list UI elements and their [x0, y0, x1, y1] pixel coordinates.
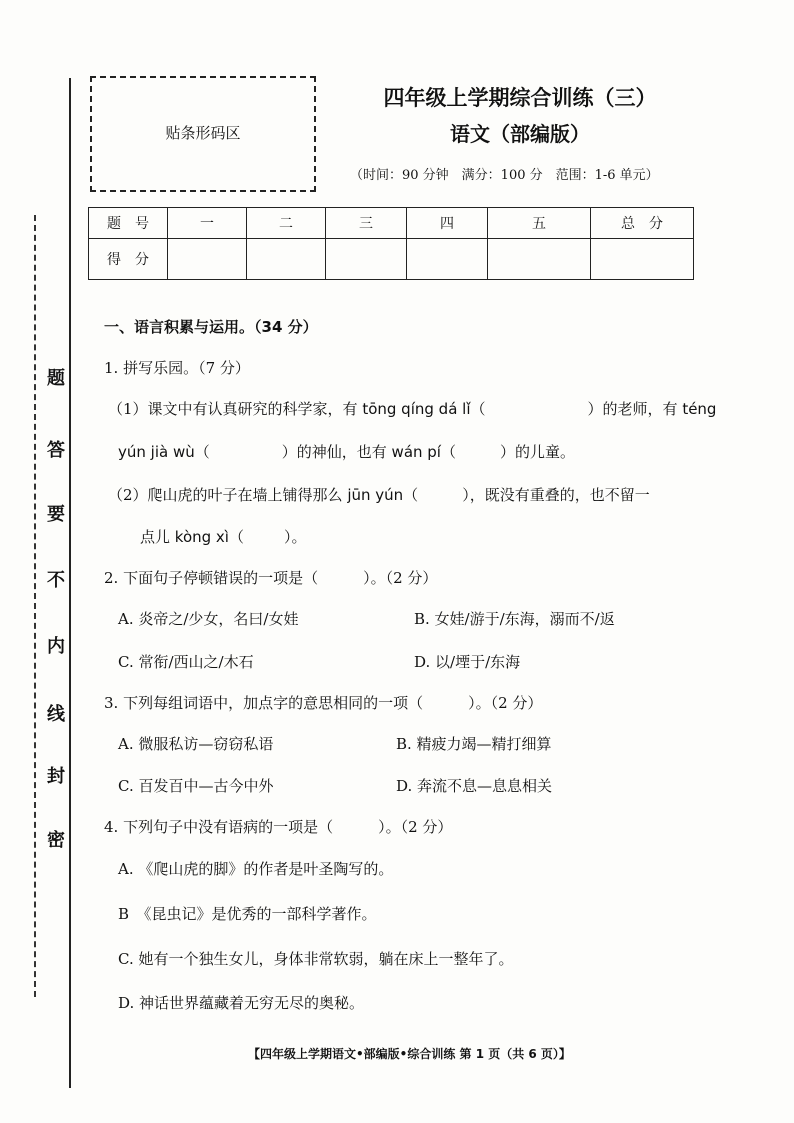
option-d[interactable]: D. 神话世界蕴藏着无穷无尽的奥秘。	[118, 994, 365, 1012]
question-stem: 3. 下列每组词语中，加点字的意思相同的一项（ ）。（2 分）	[104, 694, 543, 712]
binding-dashed-line	[34, 215, 36, 997]
option-c[interactable]: C. 百发百中—古今中外	[118, 777, 274, 795]
binding-char: 答	[47, 440, 65, 461]
binding-char: 密	[47, 830, 65, 851]
section-heading: 一、语言积累与运用。（34 分）	[104, 318, 318, 336]
pinyin: téng	[682, 400, 717, 418]
binding-solid-line	[69, 78, 71, 1088]
question-line: 点儿 kòng xì（ ）。	[140, 528, 307, 546]
score-table	[88, 207, 694, 280]
question-stem: 4. 下列句子中没有语病的一项是（ ）。（2 分）	[104, 818, 453, 836]
binding-char: 内	[47, 636, 65, 657]
table-header-cell: 二	[247, 208, 326, 239]
table-header-cell: 一	[168, 208, 247, 239]
question-line: （2）爬山虎的叶子在墙上铺得那么 jūn yún（ ），既没有重叠的，也不留一	[108, 486, 650, 504]
table-header-cell: 三	[326, 208, 407, 239]
exam-meta: （时间：90 分钟 满分：100 分 范围：1-6 单元）	[350, 168, 659, 183]
binding-char: 题	[47, 368, 65, 389]
option-a[interactable]: A. 《爬山虎的脚》的作者是叶圣陶写的。	[118, 860, 394, 878]
pinyin: yún jià wù	[118, 443, 195, 461]
option-b[interactable]: B 《昆虫记》是优秀的一部科学著作。	[118, 905, 377, 923]
pinyin: jūn yún	[347, 486, 404, 504]
question-line: （1）课文中有认真研究的科学家，有 tōng qíng dá lǐ（ ）的老师，有 téng	[108, 400, 717, 418]
binding-char: 要	[47, 504, 65, 525]
table-row-label: 得 分	[89, 239, 168, 280]
option-c[interactable]: C. 常衔/西山之/木石	[118, 653, 254, 671]
binding-char: 线	[47, 704, 65, 725]
barcode-area	[90, 76, 316, 192]
barcode-label: 贴条形码区	[165, 124, 241, 142]
question-line: yún jià wù（ ）的神仙，也有 wán pí（ ）的儿童。	[118, 443, 576, 461]
score-cell[interactable]	[488, 239, 591, 280]
option-a[interactable]: A. 炎帝之/少女，名曰/女娃	[118, 610, 299, 628]
question-stem: 2. 下面句子停顿错误的一项是（ ）。（2 分）	[104, 569, 438, 587]
pinyin: tōng qíng dá lǐ	[362, 400, 471, 418]
table-header-cell: 五	[488, 208, 591, 239]
option-d[interactable]: D. 奔流不息—息息相关	[396, 777, 553, 795]
pinyin: kòng xì	[174, 528, 229, 546]
binding-char: 封	[47, 766, 65, 787]
binding-char: 不	[47, 570, 65, 591]
pinyin: wán pí	[391, 443, 441, 461]
option-b[interactable]: B. 女娃/游于/东海，溺而不/返	[414, 610, 615, 628]
option-b[interactable]: B. 精疲力竭—精打细算	[396, 735, 552, 753]
page-footer: 【四年级上学期语文•部编版•综合训练 第 1 页（共 6 页）】	[248, 1047, 571, 1061]
option-a[interactable]: A. 微服私访—窃窃私语	[118, 735, 274, 753]
option-c[interactable]: C. 她有一个独生女儿，身体非常软弱，躺在床上一整年了。	[118, 950, 514, 968]
question-stem: 1. 拼写乐园。（7 分）	[104, 359, 250, 377]
table-header-cell: 题 号	[89, 208, 168, 239]
score-cell[interactable]	[247, 239, 326, 280]
option-d[interactable]: D. 以/堙于/东海	[414, 653, 521, 671]
table-header-cell: 四	[407, 208, 488, 239]
score-cell[interactable]	[168, 239, 247, 280]
table-header-cell: 总 分	[591, 208, 694, 239]
score-cell[interactable]	[591, 239, 694, 280]
score-cell[interactable]	[407, 239, 488, 280]
exam-title: 四年级上学期综合训练（三）	[383, 86, 657, 110]
exam-subtitle: 语文（部编版）	[450, 122, 590, 146]
score-cell[interactable]	[326, 239, 407, 280]
